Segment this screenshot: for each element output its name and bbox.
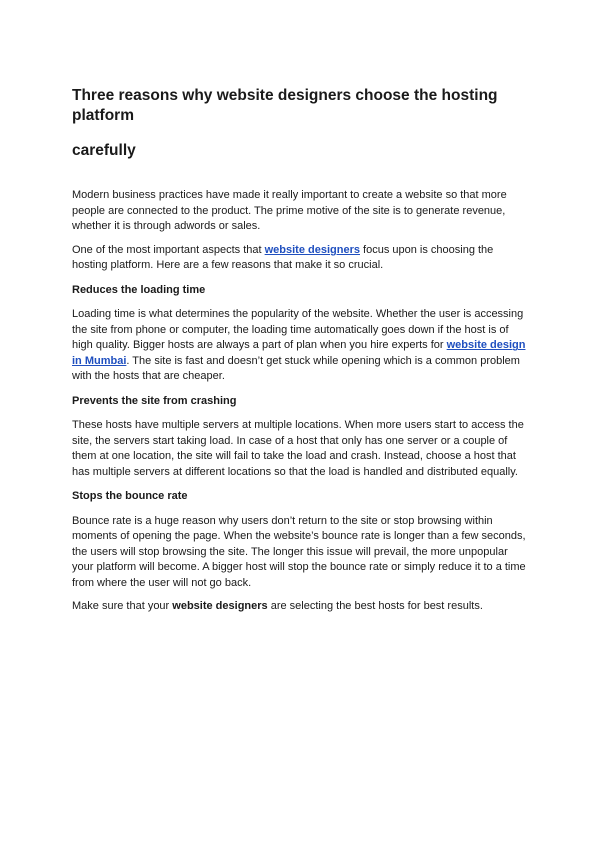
article-title bbox=[72, 0, 528, 161]
bounce-rate-paragraph: Bounce rate is a huge reason why users don’t return to the site or stop browsing within moments of opening the page. When the website’s bounce rate is longer than a few seconds, the users will stop browsing the site. The longer this issue will prevail, the more unpopular your platform will become. A bigger host will stop the bounce rate or simply reduce it to a time from where the user will not go back. bbox=[72, 514, 526, 589]
heading-loading-time: Reduces the loading time bbox=[72, 283, 206, 296]
crashing-paragraph: These hosts have multiple servers at multiple locations. When more users start to access the site, the servers start taking load. In case of a host that only has one server or a couple of them at one location, the site will fail to take the load and crash. Instead, choose a host that has multiple servers at different locations so that the load is handled and distributed equally. bbox=[72, 419, 524, 478]
hosting-paragraph bbox=[72, 243, 528, 274]
hosting-text-after: focus upon is choosing the hosting platform. Here are a few reasons that make it so crucial. bbox=[72, 243, 494, 272]
heading-crashing: Prevents the site from crashing bbox=[72, 394, 237, 407]
heading-bounce-rate: Stops the bounce rate bbox=[72, 490, 188, 503]
closing-text-before: Make sure that your bbox=[72, 600, 173, 613]
loading-text-after: . The site is fast and doesn’t get stuck while opening which is a common problem with the hosts that are cheaper. bbox=[72, 354, 520, 383]
website-design-mumbai-link[interactable]: website design in Mumbai bbox=[72, 339, 526, 367]
loading-text-before: Loading time is what determines the popularity of the website. Whether the user is accessing the site from phone or computer, the loading time automatically goes down if the host is of high quality. Bigger hosts are always a part of plan when you hire experts for bbox=[72, 308, 524, 352]
hosting-text-before: One of the most important aspects that bbox=[72, 243, 265, 256]
closing-bold-website-designers: website designers bbox=[172, 600, 268, 613]
intro-paragraph: Modern business practices have made it really important to create a website so that more people are connected to the product. The prime motive of the site is to generate revenue, whether it is through adwords or sales. bbox=[72, 189, 507, 233]
title-line-1: Three reasons why website designers choose the hosting platform bbox=[72, 87, 498, 125]
loading-time-paragraph bbox=[72, 307, 528, 385]
title-line-2: carefully bbox=[72, 142, 136, 160]
closing-paragraph bbox=[72, 599, 528, 615]
website-designers-link[interactable]: website designers bbox=[264, 243, 360, 256]
closing-text-after: are selecting the best hosts for best results. bbox=[267, 600, 483, 613]
